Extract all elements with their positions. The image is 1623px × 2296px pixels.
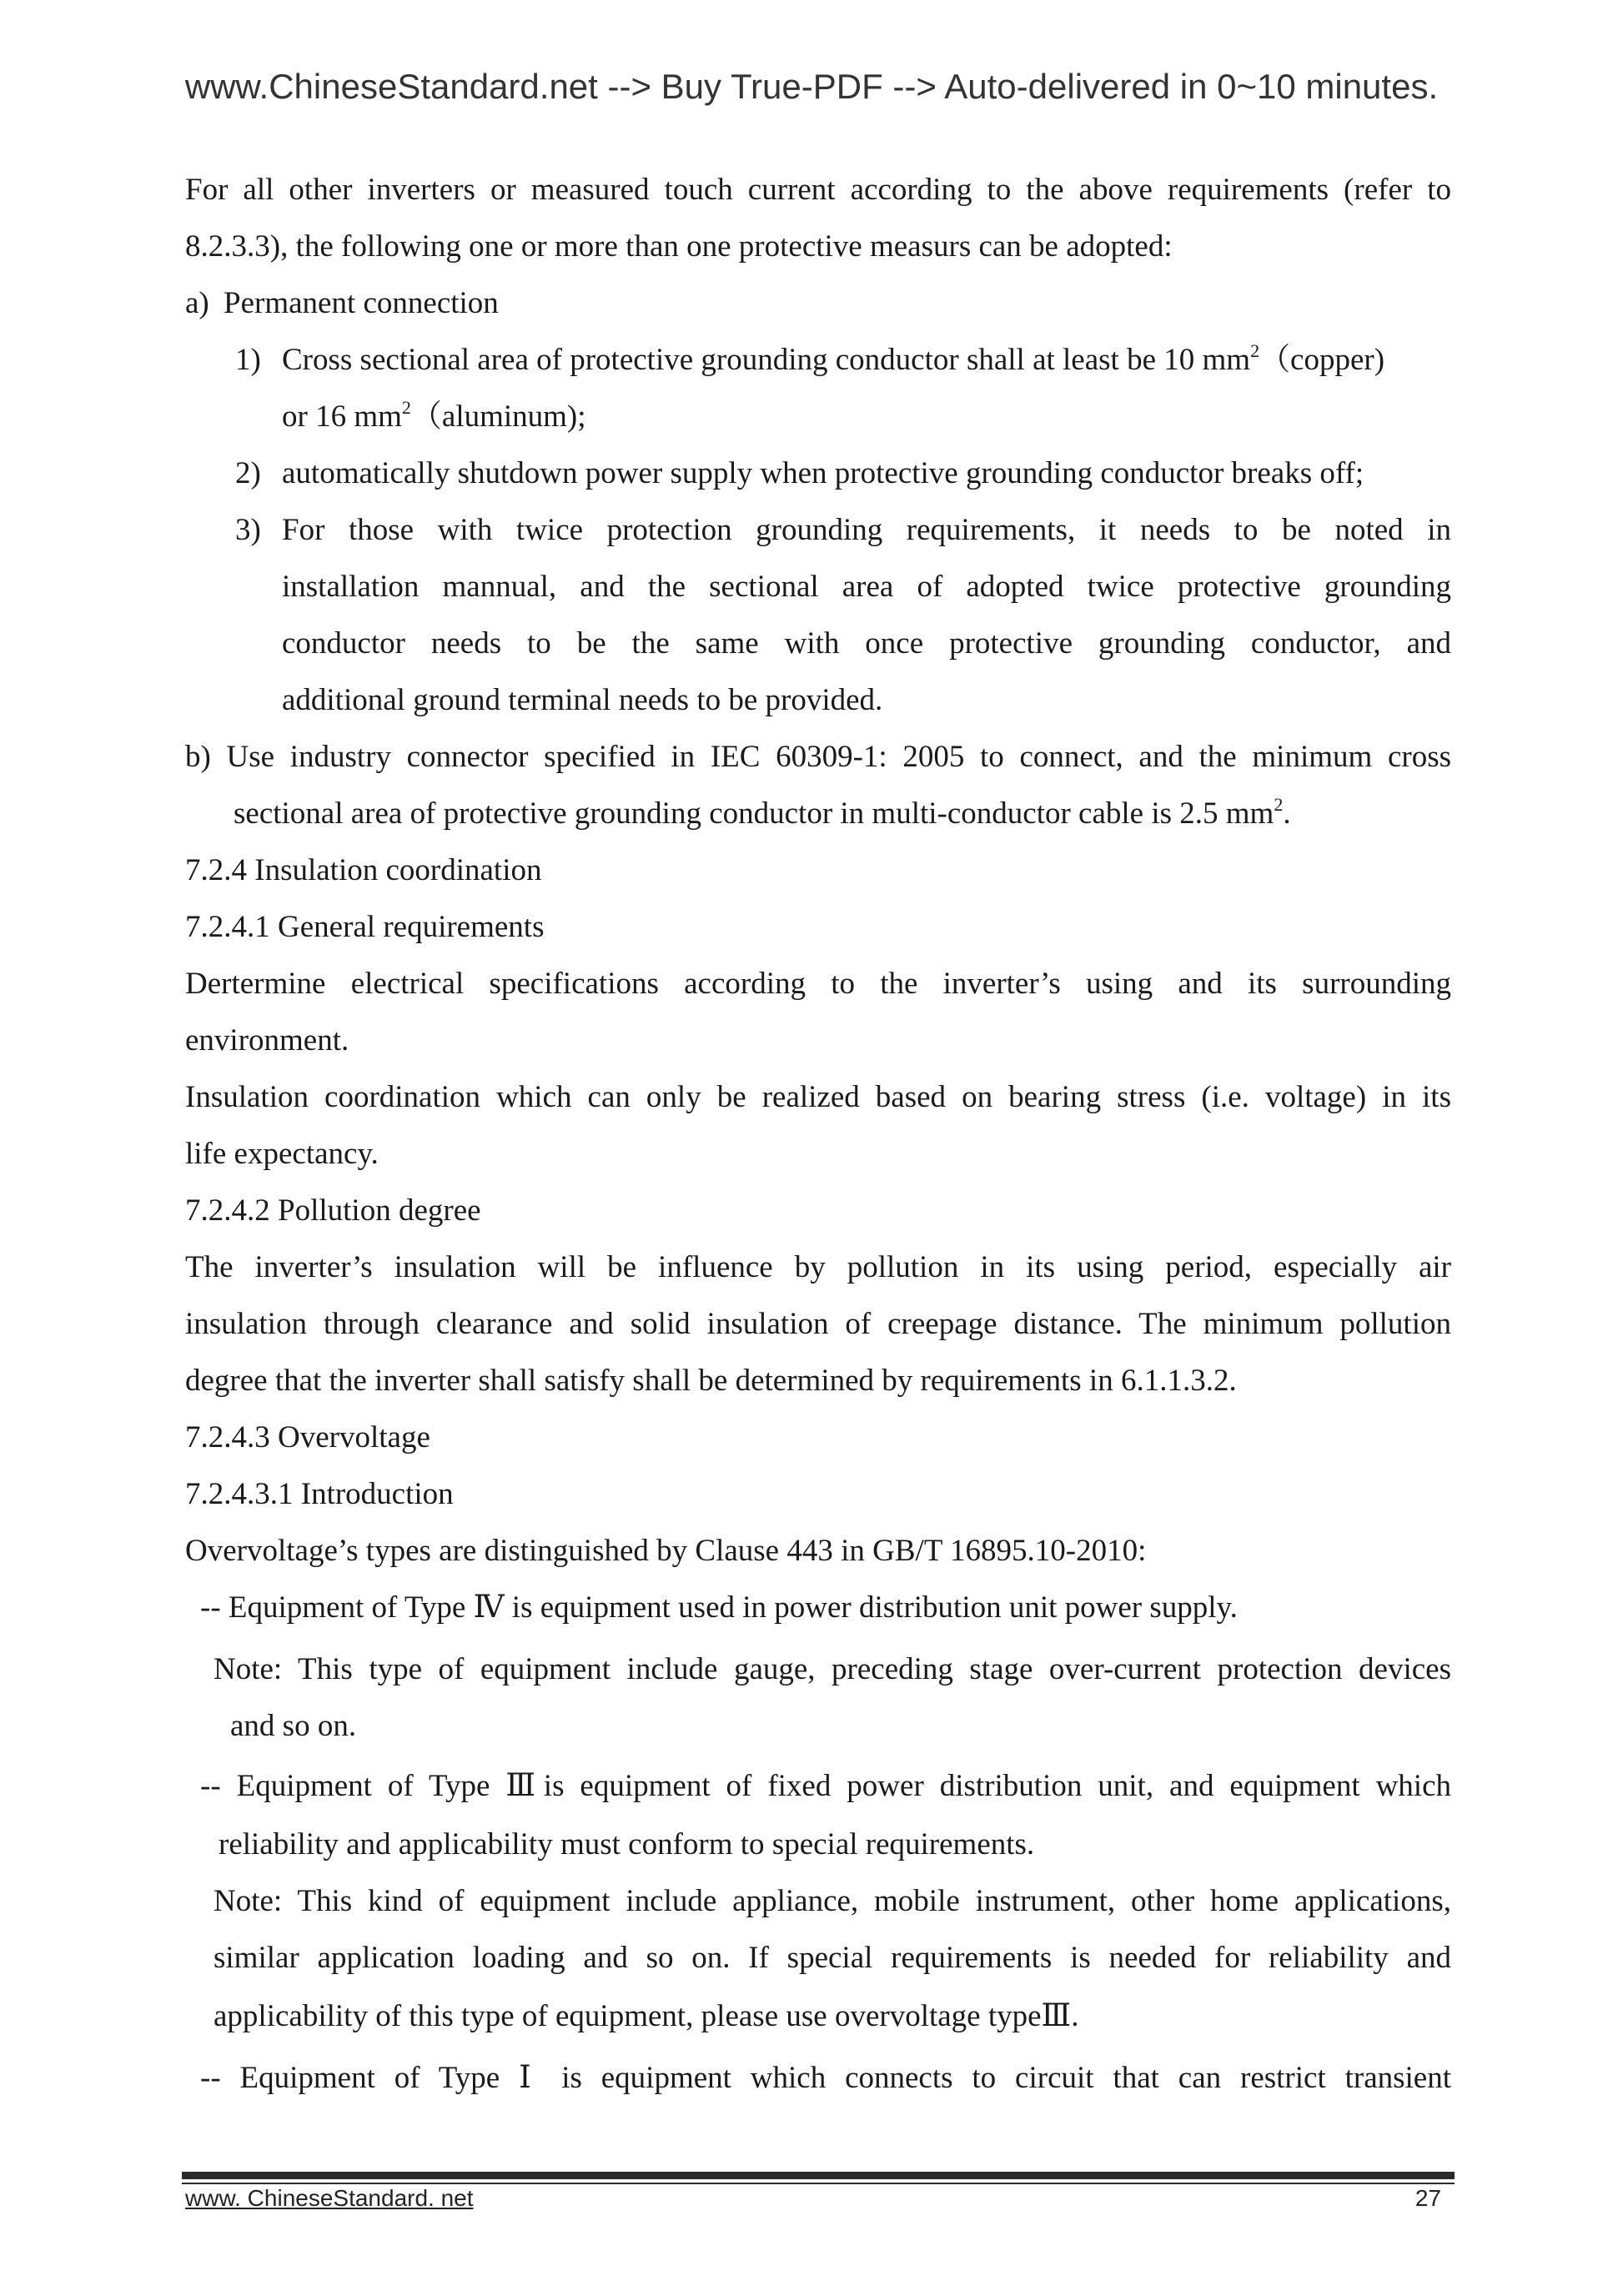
list-item-a3-cont: conductor needs to be the same with once protective grounding conductor, and — [282, 626, 1451, 661]
section-heading: 7.2.4.1 General requirements — [185, 910, 545, 944]
list-marker: 3) — [235, 513, 261, 547]
list-item-text: Permanent connection — [224, 286, 499, 320]
paragraph-line: The inverter’s insulation will be influence by pollution in its using period, especially air — [185, 1250, 1451, 1284]
note-line: applicability of this type of equipment, please use overvoltage typeⅢ. — [214, 1999, 1079, 2033]
header-banner: www.ChineseStandard.net --> Buy True-PDF --> Auto-delivered in 0~10 minutes. — [184, 67, 1439, 106]
superscript: 2 — [401, 397, 411, 418]
list-item-a — [185, 275, 1451, 332]
type-item-iv: -- Equipment of Type Ⅳ is equipment used in power distribution unit power supply. — [200, 1590, 1238, 1625]
list-item-text: For those with twice protection grounding requirements, it needs to be noted in — [282, 513, 1451, 547]
note-line: similar application loading and so on. If special requirements is needed for reliability and — [214, 1941, 1451, 1975]
paragraph-line: environment. — [185, 1023, 349, 1058]
paragraph-line: insulation through clearance and solid insulation of creepage distance. The minimum pollution — [185, 1307, 1451, 1341]
list-item-a2 — [185, 445, 1451, 502]
type-item-iii: -- Equipment of Type Ⅲis equipment of fixed power distribution unit, and equipment which — [200, 1769, 1451, 1803]
section-heading: 7.2.4 Insulation coordination — [185, 853, 542, 887]
list-item-b: b) Use industry connector specified in IEC 60309-1: 2005 to connect, and the minimum cross — [185, 740, 1451, 774]
list-item-a3-cont: additional ground terminal needs to be provided. — [282, 683, 883, 717]
section-heading: 7.2.4.3 Overvoltage — [185, 1420, 430, 1454]
footer-rule-thin — [182, 2183, 1455, 2184]
list-item-a1 — [185, 332, 1451, 389]
paragraph-line: degree that the inverter shall satisfy shall be determined by requirements in 6.1.1.3.2. — [185, 1364, 1237, 1398]
footer-site-link[interactable]: www. ChineseStandard. net — [185, 2185, 474, 2211]
list-item-text: or 16 mm — [282, 399, 402, 434]
list-item-a3 — [185, 502, 1451, 559]
list-item-b-cont — [185, 786, 1451, 842]
paragraph-line: 8.2.3.3), the following one or more than one protective measurs can be adopted: — [185, 229, 1173, 264]
type-item-iii-cont: reliability and applicability must conform to special requirements. — [219, 1827, 1035, 1861]
list-marker: 1) — [235, 343, 261, 377]
note-line: Note: This type of equipment include gauge, preceding stage over-current protection devices — [214, 1652, 1451, 1686]
superscript: 2 — [1250, 340, 1260, 361]
document-body — [185, 162, 1451, 2107]
paragraph-line: life expectancy. — [185, 1137, 379, 1171]
list-item-a3-cont: installation mannual, and the sectional area of adopted twice protective grounding — [282, 570, 1451, 604]
list-item-text: （copper) — [1259, 343, 1385, 377]
note-line: and so on. — [230, 1709, 357, 1743]
paragraph-line: Overvoltage’s types are distinguished by Clause 443 in GB/T 16895.10-2010: — [185, 1534, 1147, 1568]
list-item-text: （aluminum); — [410, 399, 586, 434]
type-item-i: -- Equipment of Type Ⅰ is equipment which connects to circuit that can restrict transient — [200, 2061, 1451, 2095]
section-heading: 7.2.4.3.1 Introduction — [185, 1477, 454, 1511]
footer-rule — [182, 2172, 1455, 2179]
list-item-text: . — [1283, 796, 1291, 831]
list-item-text: automatically shutdown power supply when protective grounding conductor breaks off; — [282, 456, 1364, 490]
note-line: Note: This kind of equipment include appliance, mobile instrument, other home applications, — [214, 1884, 1451, 1918]
list-marker: 2) — [235, 456, 261, 490]
list-item-text: sectional area of protective grounding conductor in multi-conductor cable is 2.5 mm — [234, 796, 1274, 831]
list-item-a1-cont — [185, 389, 1451, 445]
paragraph-line: For all other inverters or measured touch current according to the above requirements (refer to — [185, 173, 1451, 207]
paragraph-line: Insulation coordination which can only be realized based on bearing stress (i.e. voltage) in its — [185, 1080, 1451, 1114]
list-marker: a) — [185, 286, 209, 320]
superscript: 2 — [1274, 794, 1284, 815]
list-item-text: Cross sectional area of protective grounding conductor shall at least be 10 mm — [282, 343, 1251, 377]
paragraph-line: Dertermine electrical specifications according to the inverter’s using and its surrounding — [185, 967, 1451, 1001]
section-heading: 7.2.4.2 Pollution degree — [185, 1193, 481, 1228]
page-number: 27 — [1414, 2185, 1441, 2211]
